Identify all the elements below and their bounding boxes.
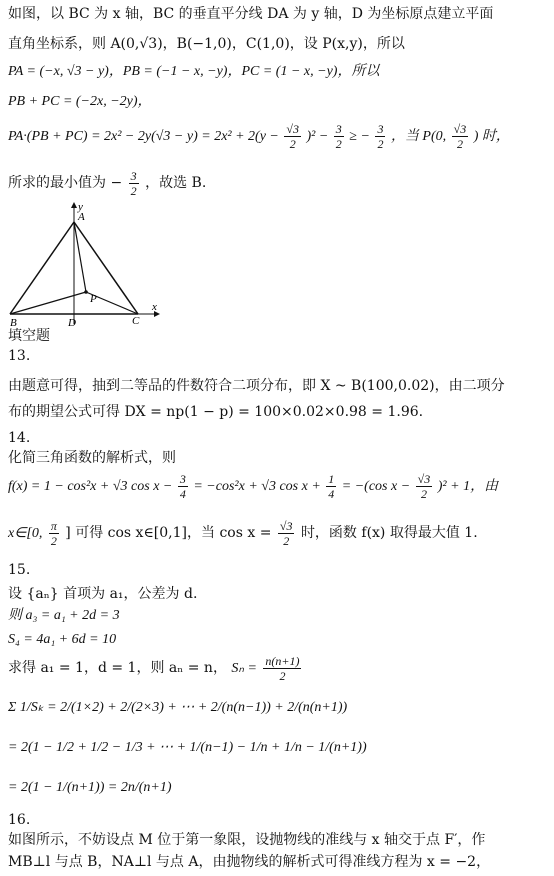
p12-l5-frac-2-num: 3 [335,122,342,137]
p12-l6-part-a: 所求的最小值为 − [8,175,123,191]
q14-line-2 [8,470,498,504]
p12-line-1: 如图，以 BC 为 x 轴，BC 的垂直平分线 DA 为 y 轴，D 为坐标原点建立平面 [8,6,494,22]
p12-l5-frac-3-den: 2 [377,137,384,152]
p12-l6-part-b: ，故选 B. [145,175,207,191]
q14-l3-frac-1-den: 2 [50,533,57,548]
p12-l5-frac-3 [375,122,385,151]
q15-l4-sn: Sₙ = [231,661,257,676]
q14-l3-frac-1-num: π [50,518,57,533]
label-c: C [132,315,140,327]
p12-line-5 [8,122,510,152]
q16-line-2: MB⊥l 与点 B，NA⊥l 与点 A，由抛物线的解析式可得准线方程为 x = −2， [8,854,491,870]
q15-line-7: = 2(1 − 1/(n+1)) = 2n/(n+1) [8,780,172,795]
q14-l2-frac-2-den: 4 [328,487,335,502]
q13-line-2: 布的期望公式可得 DX = np(1 − p) = 100×0.02×0.98 = 1.96. [8,404,424,420]
q14-l3-part-a: x∈[0, [8,526,43,541]
label-y: y [78,201,83,213]
p12-line-6 [8,168,206,198]
q15-line-5: Σ 1/Sₖ = 2/(1×2) + 2/(2×3) + ⋯ + 2/(n(n−1)) + 2/(n(n+1)) [8,700,348,715]
q15-l4-frac [263,654,301,683]
p12-l5-frac-4-num: √3 [453,122,467,137]
q14-l3-part-c: 时，函数 f(x) 取得最大值 1. [300,525,478,541]
label-a: A [78,211,85,223]
q13-line-1: 由题意可得，抽到二等品的件数符合二项分布，即 X ~ B(100,0.02)，由二项分 [8,378,505,394]
p12-line-4: PB + PC = (−2x, −2y)， [8,94,152,109]
q14-l2-part-b: = −cos²x + √3 cos x + [193,479,321,494]
p12-l6-frac [129,169,139,198]
q14-l3-part-b: ] 可得 cos x∈[0,1]，当 cos x = [65,525,272,541]
q14-l2-frac-3 [416,472,433,501]
segment-pa [74,222,86,292]
p12-l6-frac-num: 3 [130,168,137,183]
q14-l2-part-a: f(x) = 1 − cos²x + √3 cos x − [8,479,173,494]
label-x: x [152,301,157,313]
q14-line-3 [8,516,478,551]
label-d: D [68,317,76,328]
p12-l5-frac-1 [284,122,301,151]
q14-l3-frac-1 [49,519,59,548]
q16-line-1: 如图所示，不妨设点 M 位于第一象限，设抛物线的准线与 x 轴交于点 F′，作 [8,832,486,848]
q14-l2-part-c: = −(cos x − [341,479,411,494]
p12-l5-frac-4-den: 2 [456,137,463,152]
q14-l2-frac-1 [178,472,188,501]
q15-line-3: S₄ = 4a₁ + 6d = 10 [8,632,117,647]
q14-l2-frac-2-num: 1 [328,472,335,487]
q15-line-1: 设 {aₙ} 首项为 a₁，公差为 d. [8,586,198,602]
q15-line-6: = 2(1 − 1/2 + 1/2 − 1/3 + ⋯ + 1/(n−1) − 1/n + 1/n − 1/(n+1)) [8,740,367,755]
q14-l2-frac-1-den: 4 [179,487,186,502]
p12-l5-part-a: PA·(PB + PC) = 2x² − 2y(√3 − y) = 2x² + 2(y − [8,129,279,144]
segment-pb [10,292,86,314]
q15-number: 15. [8,562,31,578]
side-ab [10,222,74,314]
p12-l5-frac-2-den: 2 [335,137,342,152]
q14-number: 14. [8,430,31,446]
p12-line-3: PA = (−x, √3 − y)，PB = (−1 − x, −y)，PC = (1 − x, −y)，所以 [8,64,380,79]
p12-l5-frac-1-den: 2 [289,137,296,152]
q16-number: 16. [8,812,31,828]
label-b: B [10,317,17,328]
q14-l3-frac-2-den: 2 [283,533,290,548]
q14-l2-frac-1-num: 3 [179,472,186,487]
p12-l5-part-b: )² − [306,129,329,144]
q15-l4-frac-den: 2 [279,668,286,683]
p12-l5-part-c: ≥ − [349,129,370,144]
p12-l5-frac-2 [334,122,344,151]
p12-l5-frac-1-num: √3 [286,122,299,137]
q15-l4-frac-num: n(n+1) [265,653,300,668]
q14-l2-frac-3-num: √3 [417,472,431,487]
section-title: 填空题 [8,328,50,344]
y-axis-arrow [71,202,77,208]
q15-line-2: 则 a₃ = a₁ + 2d = 3 [8,608,120,623]
p12-l5-part-d: ，当 P(0, [390,129,447,144]
triangle-figure [8,200,168,328]
point-p [84,290,88,294]
p12-l5-frac-4 [452,122,469,151]
q14-l2-frac-3-den: 2 [420,487,427,502]
p12-l5-frac-3-num: 3 [377,122,384,137]
q14-l2-frac-2 [326,472,336,501]
p12-l6-frac-den: 2 [130,183,137,198]
q14-l3-frac-2-num: √3 [279,518,293,533]
p12-l5-part-e: ) 时， [473,129,510,144]
q13-number: 13. [8,348,31,364]
p12-line-2: 直角坐标系，则 A(0,√3)，B(−1,0)，C(1,0)，设 P(x,y)，所以 [8,36,405,52]
q15-line-4 [8,652,303,685]
q14-l3-frac-2 [278,519,295,548]
q14-l2-part-d: )² + 1，由 [437,479,499,494]
label-p: P [90,293,97,305]
q15-l4-part-a: 求得 a₁ = 1，d = 1，则 aₙ = n， [8,660,227,676]
q14-line-1: 化简三角函数的解析式，则 [8,450,176,466]
